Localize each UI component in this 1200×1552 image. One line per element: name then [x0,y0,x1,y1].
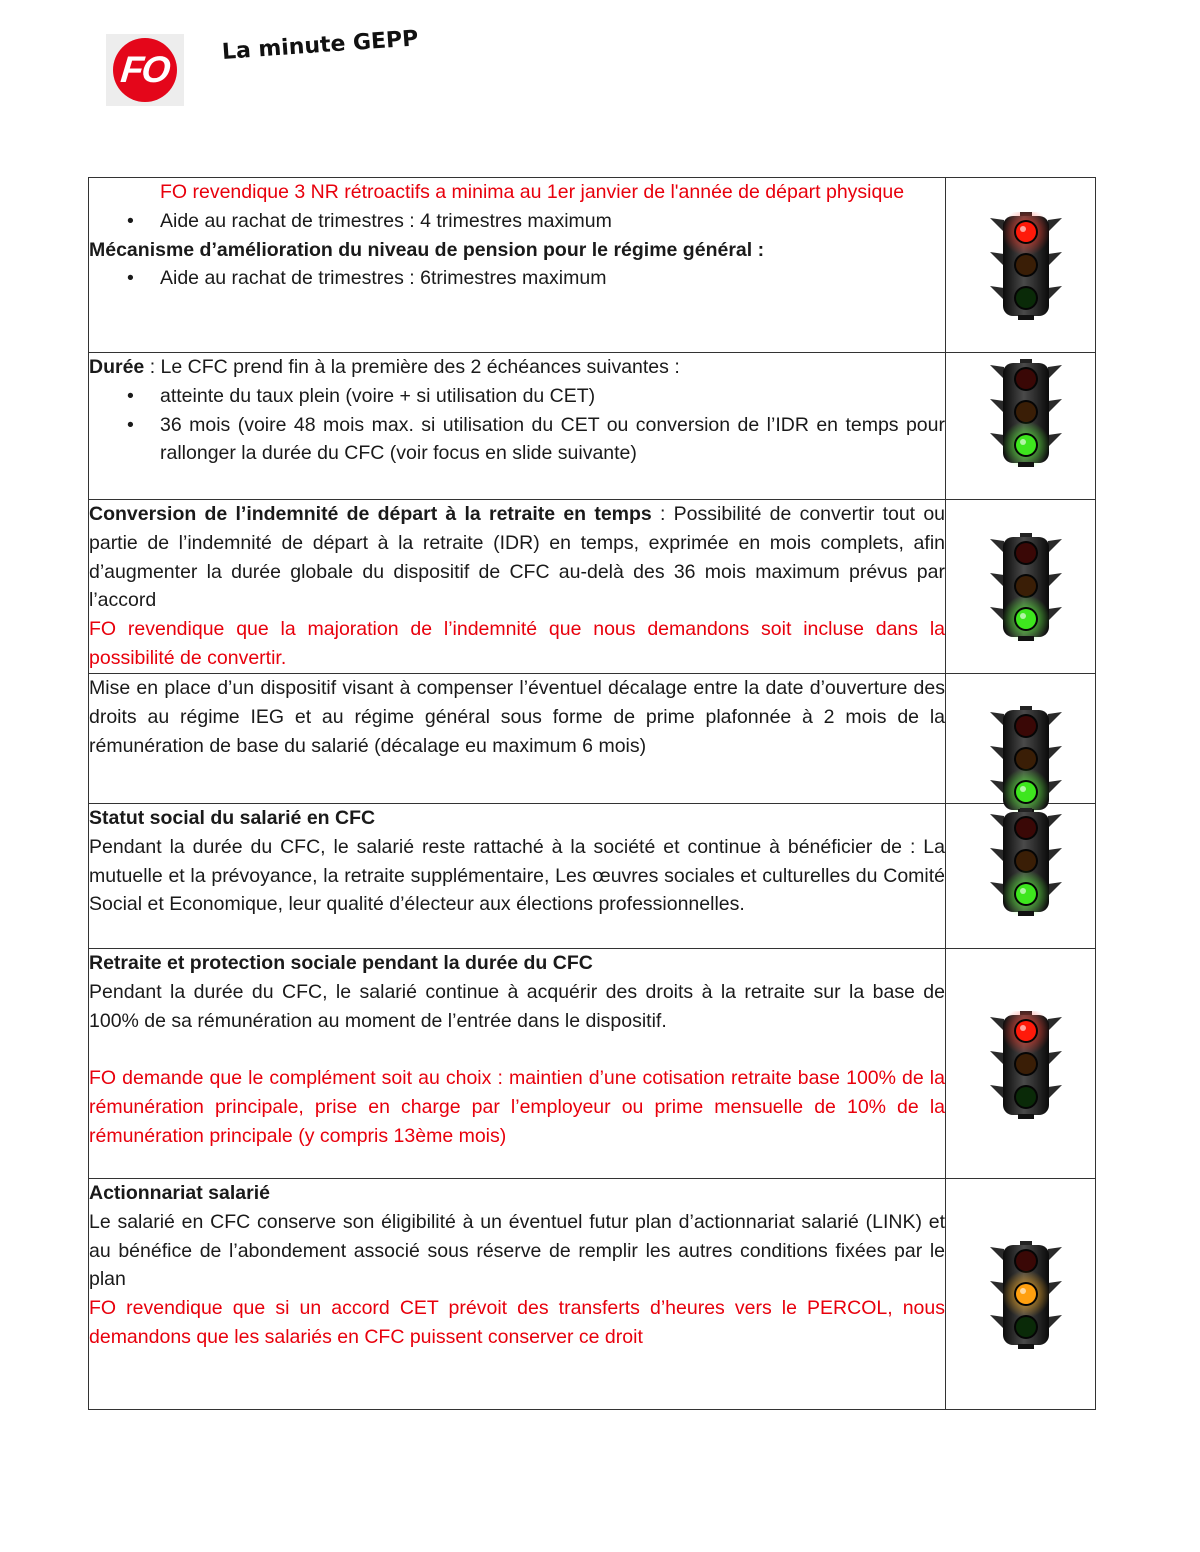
traffic-light-green-icon [986,533,1066,646]
row-text [89,500,946,674]
row-intro-text: : Le CFC prend fin à la première des 2 échéances suivantes : [144,356,680,378]
row-body: Pendant la durée du CFC, le salarié continue à acquérir des droits à la retraite sur la base de 100% de sa rémunération au moment de l’entrée dans le dispositif. [89,980,945,1032]
bullet-list [89,382,945,468]
orange-lamp-off [1016,402,1036,422]
row-text [89,1179,946,1410]
row-label: Conversion de l’indemnité de départ à la retraite en temps [89,503,652,525]
orange-lamp-off [1016,576,1036,596]
table-row [89,500,1096,674]
green-lamp-lit [1016,884,1036,904]
fo-logo [106,34,184,106]
orange-lamp-lit [1016,1284,1036,1304]
row-text [89,949,946,1179]
red-lamp-off [1016,716,1036,736]
green-lamp-off [1016,1087,1036,1107]
green-lamp-lit [1016,782,1036,802]
row-body: Mise en place d’un dispositif visant à compenser l’éventuel décalage entre la date d’ouverture des droits au régime IEG et au régime général sous forme de prime plafonnée à 2 mois de la rémunération de base du salarié (décalage eu maximum 6 mois) [89,677,945,757]
row-body: Le salarié en CFC conserve son éligibilité à un éventuel futur plan d’actionnariat salarié (LINK) et au bénéfice de l’abondement associé sous réserve de remplir les autres conditions fixées par le plan [89,1210,945,1291]
traffic-light-graphic [986,1011,1066,1119]
section-heading: Mécanisme d’amélioration du niveau de pension pour le régime général : [89,238,765,261]
list-item: • Aide au rachat de trimestres : 6trimestres maximum [89,264,945,293]
red-lamp-off [1016,1251,1036,1271]
table-row [89,178,1096,353]
red-claim: FO revendique que si un accord CET prévoit des transferts d’heures vers le PERCOL, nous demandons que les salariés en CFC puissent conserver ce droit [89,1297,945,1348]
traffic-light-green-icon [986,706,1066,819]
red-claim: FO revendique que la majoration de l’indemnité que nous demandons soit incluse dans la possibilité de convertir. [89,618,945,669]
table-row [89,674,1096,804]
row-title: Statut social du salarié en CFC [89,807,376,829]
table-row [89,949,1096,1179]
row-text [89,804,946,949]
list-item: • Aide au rachat de trimestres : 4 trimestres maximum [89,207,945,236]
traffic-light-green-icon [986,359,1066,472]
traffic-light-red-icon [986,212,1066,325]
spacer [89,1035,945,1064]
row-body [89,500,945,615]
light-cell [946,804,1096,949]
orange-lamp-off [1016,255,1036,275]
bullet-list [89,207,945,236]
green-lamp-off [1016,1317,1036,1337]
light-cell [946,178,1096,353]
orange-lamp-off [1016,1054,1036,1074]
content-table [88,177,1096,1410]
light-cell [946,949,1096,1179]
light-cell [946,353,1096,500]
row-intro [89,353,945,382]
traffic-light-graphic [986,533,1066,641]
row-label: Durée [89,356,145,378]
orange-lamp-off [1016,851,1036,871]
green-lamp-lit [1016,435,1036,455]
traffic-light-red-icon [986,1011,1066,1124]
row-title: Retraite et protection sociale pendant la durée du CFC [89,952,593,974]
row-text [89,674,946,804]
table-row [89,353,1096,500]
bullet-list [89,264,945,293]
red-claim: FO demande que le complément soit au choix : maintien d’une cotisation retraite base 100% de la rémunération principale, prise en charge par l’employeur ou prime mensuelle de 10% de la rémunération principale (y compris 13ème mois) [89,1067,945,1147]
table-row [89,804,1096,949]
traffic-light-green-icon [986,808,1066,921]
page-title: La minute GEPP [221,26,420,65]
red-lamp-lit [1016,222,1036,242]
red-lamp-off [1016,818,1036,838]
red-lamp-off [1016,543,1036,563]
green-lamp-off [1016,288,1036,308]
red-claim: FO revendique 3 NR rétroactifs a minima au 1er janvier de l'année de départ physique [160,181,905,203]
row-body-text: : Possibilité de convertir tout ou partie de l’indemnité de départ à la retraite (IDR) en temps, exprimée en mois complets, afin d’augmenter la durée globale du dispositif de CFC au-delà des 36 mois maximum prévus par l’accord [89,503,946,612]
light-cell [946,1179,1096,1410]
row-text [89,353,946,500]
logo-text: FO [119,49,171,90]
row-title: Actionnariat salarié [89,1182,270,1204]
row-text [89,178,946,353]
light-cell [946,674,1096,804]
table-row [89,1179,1096,1410]
logo-circle [113,38,177,102]
list-item: • 36 mois (voire 48 mois max. si utilisation du CET ou conversion de l’IDR en temps pour rallonger la durée du CFC (voir focus en slide suivante) [89,411,945,469]
red-lamp-off [1016,369,1036,389]
light-cell [946,500,1096,674]
red-lamp-lit [1016,1021,1036,1041]
orange-lamp-off [1016,749,1036,769]
green-lamp-lit [1016,609,1036,629]
traffic-light-graphic [986,212,1066,320]
traffic-light-graphic [986,1241,1066,1349]
traffic-light-graphic [986,808,1066,916]
list-item: • atteinte du taux plein (voire + si utilisation du CET) [89,382,945,411]
row-body: Pendant la durée du CFC, le salarié reste rattaché à la société et continue à bénéficier de : La mutuelle et la prévoyance, la retraite supplémentaire, Les œuvres sociales et culturelles du Comité Social et Economique, leur qualité d’électeur aux élections professionnelles. [89,835,945,916]
traffic-light-graphic [986,706,1066,814]
traffic-light-orange-icon [986,1241,1066,1354]
traffic-light-graphic [986,359,1066,467]
